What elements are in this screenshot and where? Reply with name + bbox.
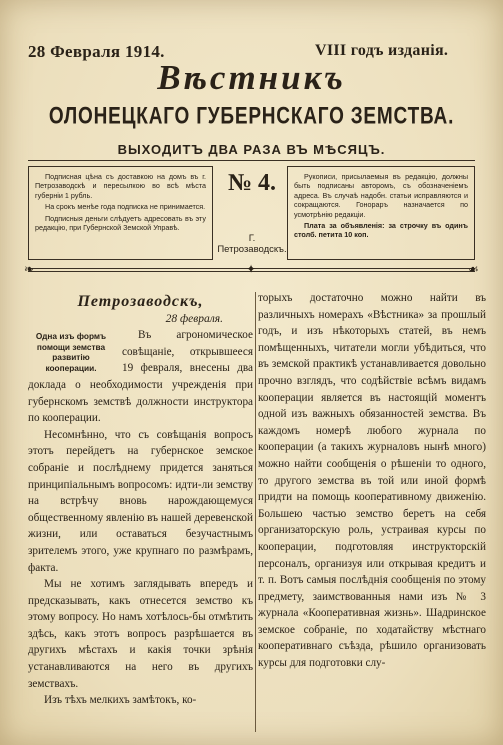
- issue-number: № 4.: [227, 170, 277, 196]
- subscription-address: Подписныя деньги слѣдуетъ адресовать въ эту редакцію, при Губернской Земской Управѣ.: [35, 213, 206, 233]
- article-sidenote: Одна изъ формъ помощи земства развитію кооперации.: [35, 331, 107, 373]
- subscription-info-box: [28, 166, 213, 260]
- article-paragraph: торыхъ достаточно можно найти въ различныхъ номерахъ «Вѣстника» за прошлый годъ, и изъ нѣкоторыхъ статей, въ немъ помѣщенныхъ, читатели могли убѣдиться, что въ земской практикѣ устанавливается довольно прочно взглядъ, что содѣйствіе всѣмъ видамъ кооперации является въ настоящій моментъ одной изъ важныхъ обязанностей земства. Въ каждомъ номерѣ любого журнала по кооперации (а такихъ журналовъ нынѣ много) можно найти сообщенія о рѣшеніи то одного, то другого земства въ той или иной формѣ придти на помощь кооперативному движенію. Большею частью земство беретъ на себя организаторскую роль, устраивая курсы по кооперации, подготовляя инструкторскій персоналъ, организуя или открывая кредитъ и т. п. Вотъ самыя послѣднія сообщенія по этому предмету, заимствованныя нами изъ № 3 журнала «Кооперативная жизнь». Шадринское земское собраніе, по ходатайству мѣстнаго кооперативнаго съѣзда, рѣшило организовать курсы для подготовки слу-: [258, 292, 486, 670]
- article-column-left: [28, 290, 253, 709]
- ornament-left-icon: ❧: [24, 262, 35, 276]
- advertising-rates: Плата за объявленія: за строчку въ одинъ столб. петита 10 коп.: [294, 221, 468, 240]
- publication-place: Г. Петрозаводскъ.: [217, 233, 287, 255]
- publication-year: VIII годъ изданія.: [315, 42, 449, 59]
- newspaper-title: Вѣстникъ: [157, 58, 346, 97]
- article-date: 28 февраля.: [165, 312, 223, 325]
- masthead-rule: [28, 160, 475, 161]
- editorial-info-box: [287, 166, 475, 260]
- article-paragraph: Изъ тѣхъ мелкихъ замѣтокъ, ко-: [44, 694, 197, 707]
- newspaper-subtitle: ОЛОНЕЦКАГО ГУБЕРНСКАГО ЗЕМСТВА.: [48, 103, 455, 130]
- publication-frequency: ВЫХОДИТЪ ДВА РАЗА ВЪ МѢСЯЦЪ.: [117, 142, 386, 157]
- ornament-center-icon: ✦: [246, 262, 257, 276]
- manuscript-rules: Рукописи, присылаемыя въ редакцію, должны быть подписаны авторомъ, съ обозначеніемъ адреса. Въ случаѣ надобн. статьи исправляются и сокращаются. Гонораръ назначается по усмотрѣнію редакціи.: [294, 172, 468, 219]
- article-column-right: [258, 290, 486, 672]
- column-divider: [255, 292, 256, 732]
- article-paragraph: Мы не хотимъ заглядывать впередъ и предсказывать, какъ отнесется земство къ этому вопросу. Но намъ хотѣлось-бы отмѣтить здѣсь, какъ этотъ вопросъ разрѣшается въ другихъ мѣстахъ и какія точки зрѣнія устанавливаются на него въ другихъ земствахъ.: [28, 578, 253, 690]
- ornament-right-icon: ☙: [468, 262, 479, 276]
- subscription-term: На срокъ менѣе года подписка не принимается.: [45, 202, 206, 212]
- issue-date: 28 Февраля 1914.: [28, 42, 165, 61]
- article-paragraph: Въ агрономическое совѣщаніе, открывшееся 19 февраля, внесены два доклада о необходимости учрежденія при губернскомъ земствѣ должности инструктора по кооперации.: [28, 329, 253, 425]
- subscription-price: Подписная цѣна съ доставкою на домъ въ г. Петрозаводскѣ и пересылкою во всѣ мѣста губерніи 1 рубль.: [35, 172, 206, 200]
- article-heading: Петрозаводскъ,: [77, 293, 204, 310]
- article-paragraph: Несомнѣнно, что съ совѣщанія вопросъ этотъ перейдетъ на губернское земское собраніе и послѣднему придется заняться принципіальнымъ вопросомъ: идти-ли земству на встрѣчу вновь нарождающемуся общественному явленію въ нашей деревенской жизни, или оставаться безучастнымъ зрителемъ этого, уже крупнаго по размѣрамъ, факта.: [28, 428, 253, 574]
